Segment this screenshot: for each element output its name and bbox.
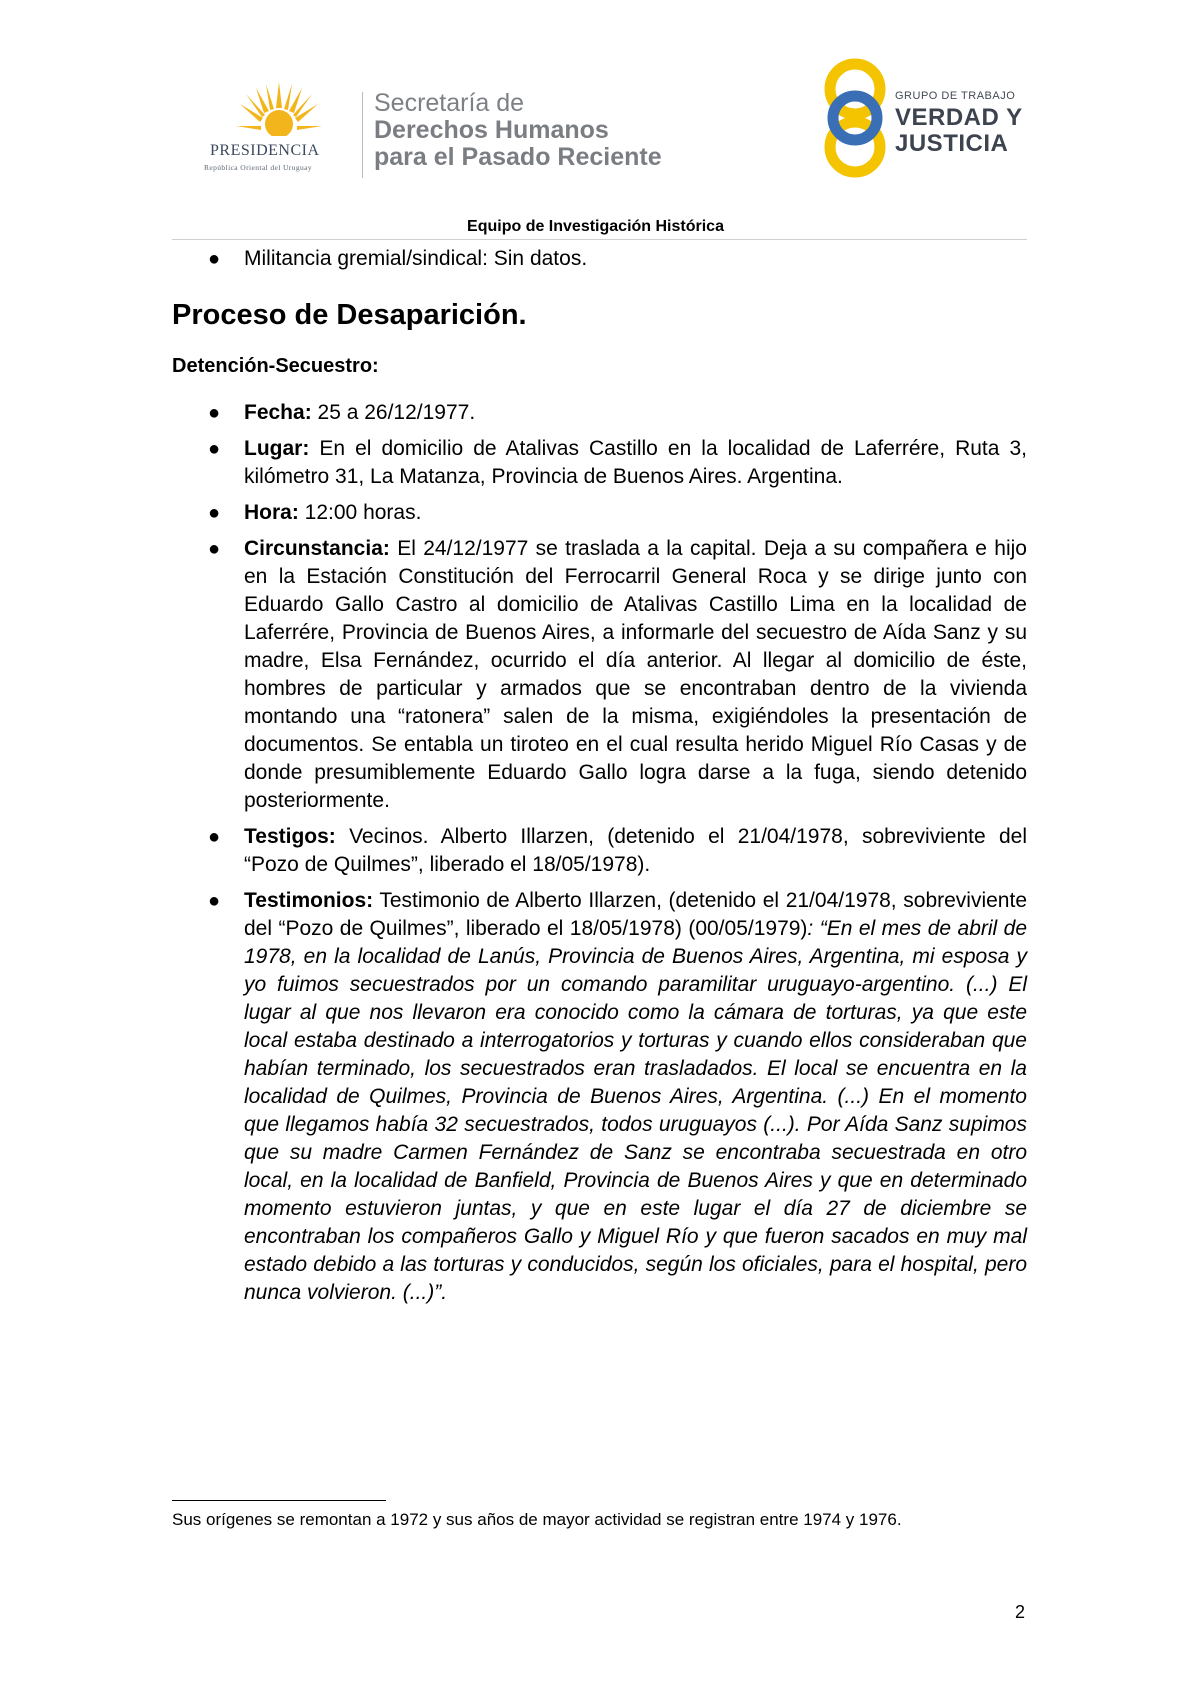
item-text: El 24/12/1977 se traslada a la capital. Deja a su compañera e hijo en la Estación Constitución del Ferrocarril General Roca y se dirige junto con Eduardo Gallo Castro al domicilio de Atalivas Castillo Lima en la localidad de Laferrére, Provincia de Buenos Aires, a informarle del secuestro de Aída Sanz y su madre, Elsa Fernández, ocurrido el día anterior. Al llegar al domicilio de éste, hombres de particular y armados que se encontraban dentro de la vivienda montando una “ratonera” salen de la misma, exigiéndoles la presentación de documentos. Se entabla un tiroteo en el cual resulta herido Miguel Río Casas y de donde presumiblemente Eduardo Gallo logra darse a la fuga, siendo detenido posteriormente. bbox=[244, 537, 1027, 812]
document-body bbox=[172, 245, 1027, 1307]
letterhead bbox=[0, 0, 1191, 230]
secretaria-line-1: Secretaría de bbox=[374, 89, 525, 117]
list-item-text: Militancia gremial/sindical: Sin datos. bbox=[244, 247, 588, 270]
presidencia-subtitle: República Oriental del Uruguay bbox=[204, 163, 313, 172]
section-title: Proceso de Desaparición. bbox=[172, 299, 527, 331]
presidencia-name: PRESIDENCIA bbox=[210, 142, 320, 159]
list-item bbox=[172, 887, 1027, 1307]
secretaria-logo-text bbox=[374, 90, 662, 171]
running-head: Equipo de Investigación Histórica bbox=[467, 218, 724, 235]
item-text: Vecinos. Alberto Illarzen, (detenido el 21/04/1978, sobreviviente del “Pozo de Quilmes”, liberado el 18/05/1978). bbox=[244, 825, 1027, 876]
item-text: 25 a 26/12/1977. bbox=[311, 401, 476, 424]
top-list bbox=[172, 245, 1027, 273]
bullet-icon: ● bbox=[208, 538, 221, 560]
list-item bbox=[172, 435, 1027, 491]
verdad-justicia-logo bbox=[820, 56, 1030, 180]
item-label: Testigos: bbox=[244, 825, 336, 848]
secretaria-line-3: para el Pasado Reciente bbox=[374, 143, 662, 171]
bullet-icon: ● bbox=[208, 438, 221, 460]
vyj-line-2: VERDAD Y bbox=[895, 104, 1023, 131]
list-item bbox=[172, 499, 1027, 527]
page-number: 2 bbox=[1015, 1602, 1026, 1622]
footnote: Sus orígenes se remontan a 1972 y sus años de mayor actividad se registran entre 1974 y 1976. bbox=[172, 1510, 902, 1529]
item-label: Testimonios: bbox=[244, 889, 374, 912]
list-item bbox=[172, 535, 1027, 815]
header-rule bbox=[172, 239, 1027, 240]
list-item bbox=[172, 823, 1027, 879]
item-label: Hora: bbox=[244, 501, 299, 524]
testimony-quote: : “En el mes de abril de 1978, en la localidad de Lanús, Provincia de Buenos Aires, Argentina, mi esposa y yo fuimos secuestrados por un comando paramilitar uruguayo-argentino. (...) El lugar al que nos llevaron era conocido como la cámara de torturas, ya que este local estaba destinado a interrogatorios y torturas y cuando ellos consideraban que habían terminado, los secuestrados eran trasladados. El local se encuentra en la localidad de Quilmes, Provincia de Buenos Aires, Argentina. (...) En el momento que llegamos había 32 secuestrados, todos uruguayos (...). Por Aída Sanz supimos que su madre Carmen Fernández de Sanz se encontraba secuestrada en otro local, en la localidad de Banfield, Provincia de Buenos Aires y que en determinado momento estuvieron juntas, y que en este lugar el día 27 de diciembre se encontraban los compañeros Gallo y Miguel Río y que fueron sacados en muy mal estado debido a las torturas y conducidos, según los oficiales, para el hospital, pero nunca volvieron. (...)”. bbox=[244, 917, 1027, 1304]
item-text: En el domicilio de Atalivas Castillo en la localidad de Laferrére, Ruta 3, kilómetro 31, La Matanza, Provincia de Buenos Aires. Argentina. bbox=[244, 437, 1027, 488]
subsection-title: Detención-Secuestro: bbox=[172, 355, 379, 377]
list-item bbox=[172, 399, 1027, 427]
item-label: Lugar: bbox=[244, 437, 310, 460]
vyj-line-1: GRUPO DE TRABAJO bbox=[895, 90, 1016, 102]
footnote-rule bbox=[172, 1500, 386, 1501]
list-item bbox=[172, 245, 1027, 273]
bullet-icon: ● bbox=[208, 248, 221, 270]
item-label: Fecha: bbox=[244, 401, 312, 424]
item-text: 12:00 horas. bbox=[298, 501, 422, 524]
item-label: Circunstancia: bbox=[244, 537, 390, 560]
sun-icon bbox=[236, 82, 322, 142]
vyj-line-3: JUSTICIA bbox=[895, 130, 1009, 157]
item-text: Testimonio de Alberto Illarzen, (detenido el 21/04/1978, sobreviviente del “Pozo de Quilmes”, liberado el 18/05/1978) (00/05/1979) bbox=[244, 889, 1027, 940]
bullet-icon: ● bbox=[208, 826, 221, 848]
detention-list bbox=[172, 399, 1027, 1307]
logo-divider bbox=[362, 92, 363, 178]
bullet-icon: ● bbox=[208, 502, 221, 524]
bullet-icon: ● bbox=[208, 890, 221, 912]
secretaria-line-2: Derechos Humanos bbox=[374, 116, 609, 144]
presidencia-logo bbox=[196, 82, 356, 178]
rings-icon bbox=[820, 56, 890, 180]
bullet-icon: ● bbox=[208, 402, 221, 424]
